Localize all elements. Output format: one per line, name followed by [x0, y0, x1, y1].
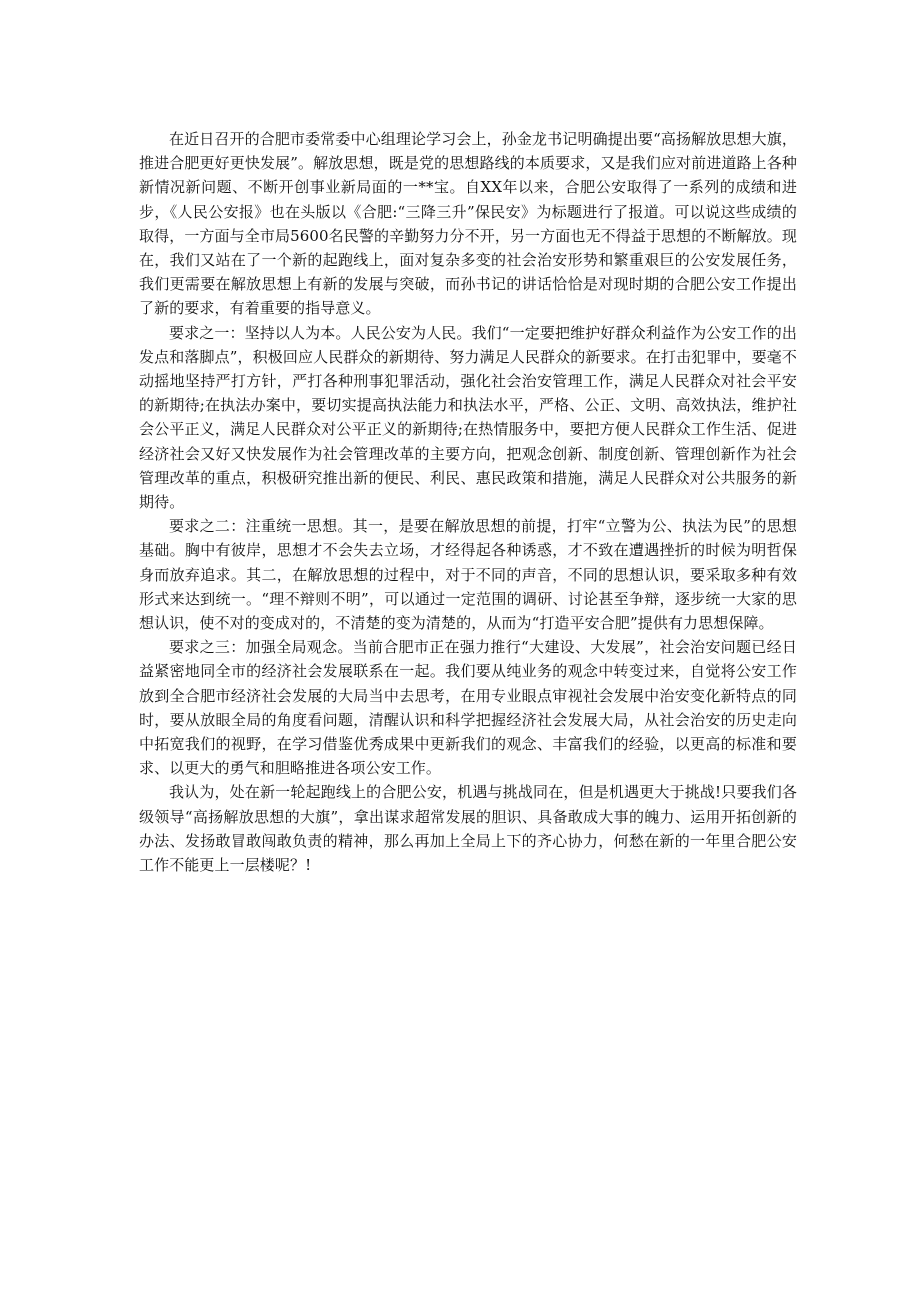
document-body [139, 127, 797, 877]
paragraph-intro: 在近日召开的合肥市委常委中心组理论学习会上，孙金龙书记明确提出要“高扬解放思想大旗，推进合肥更好更快发展”。解放思想，既是党的思想路线的本质要求，又是我们应对前进道路上各种新情况新问题、不断开创事业新局面的一**宝。自XX年以来，合肥公安取得了一系列的成绩和进步，《人民公安报》也在头版以《合肥:“三降三升”保民安》为标题进行了报道。可以说这些成绩的取得，一方面与全市局5600名民警的辛勤努力分不开，另一方面也无不得益于思想的不断解放。现在，我们又站在了一个新的起跑线上，面对复杂多变的社会治安形势和繁重艰巨的公安发展任务，我们更需要在解放思想上有新的发展与突破，而孙书记的讲话恰恰是对现时期的合肥公安工作提出了新的要求，有着重要的指导意义。 [139, 130, 797, 318]
paragraph-conclusion: 我认为，处在新一轮起跑线上的合肥公安，机遇与挑战同在，但是机遇更大于挑战!只要我们各级领导“高扬解放思想的大旗”，拿出谋求超常发展的胆识、具备敢成大事的魄力、运用开拓创新的办法、发扬敢冒敢闯敢负责的精神，那么再加上全局上下的齐心协力，何愁在新的一年里合肥公安工作不能更上一层楼呢？! [139, 783, 797, 875]
paragraph-requirement-two: 要求之二：注重统一思想。其一，是要在解放思想的前提，打牢“立警为公、执法为民”的思想基础。胸中有彼岸，思想才不会失去立场，才经得起各种诱惑，才不致在遭遇挫折的时候为明哲保身而放弃追求。其二，在解放思想的过程中，对于不同的声音，不同的思想认识，要采取多种有效形式来达到统一。“理不辩则不明”，可以通过一定范围的调研、讨论甚至争辩，逐步统一大家的思想认识，使不对的变成对的，不清楚的变为清楚的，从而为“打造平安合肥”提供有力思想保障。 [139, 517, 797, 633]
paragraph-requirement-three: 要求之三：加强全局观念。当前合肥市正在强力推行“大建设、大发展”，社会治安问题已经日益紧密地同全市的经济社会发展联系在一起。我们要从纯业务的观念中转变过来，自觉将公安工作放到全合肥市经济社会发展的大局当中去思考，在用专业眼点审视社会发展中治安变化新特点的同时，要从放眼全局的角度看问题，清醒认识和科学把握经济社会发展大局，从社会治安的历史走向中拓宽我们的视野，在学习借鉴优秀成果中更新我们的观念、丰富我们的经验，以更高的标准和要求、以更大的勇气和胆略推进各项公安工作。 [139, 638, 797, 778]
paragraph-requirement-one: 要求之一：坚持以人为本。人民公安为人民。我们“一定要把维护好群众利益作为公安工作的出发点和落脚点”，积极回应人民群众的新期待、努力满足人民群众的新要求。在打击犯罪中，要毫不动摇地坚持严打方针，严打各种刑事犯罪活动，强化社会治安管理工作，满足人民群众对社会平安的新期待;在执法办案中，要切实提高执法能力和执法水平，严格、公正、文明、高效执法，维护社会公平正义，满足人民群众对公平正义的新期待;在热情服务中，要把方便人民群众工作生活、促进经济社会又好又快发展作为社会管理改革的主要方向，把观念创新、制度创新、管理创新作为社会管理改革的重点，积极研究推出新的便民、利民、惠民政策和措施，满足人民群众对公共服务的新期待。 [139, 323, 797, 512]
